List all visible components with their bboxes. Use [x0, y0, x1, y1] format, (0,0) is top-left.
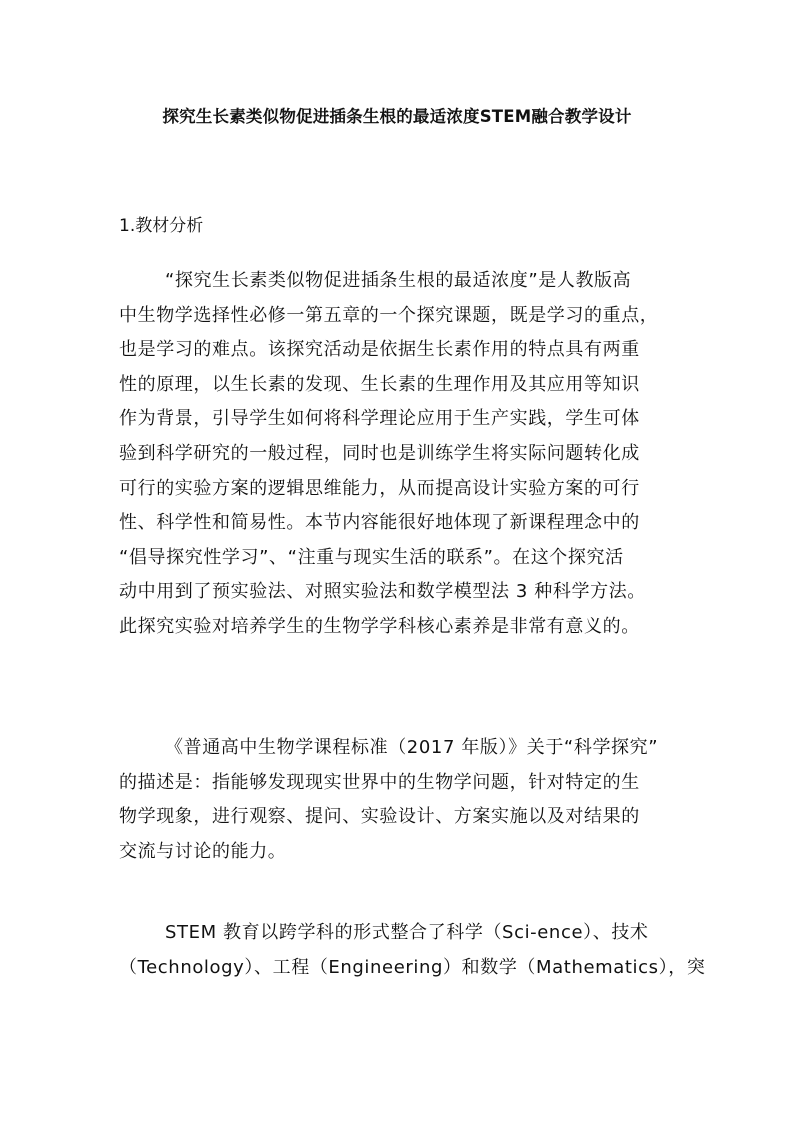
paragraph-line: 的描述是：指能够发现现实世界中的生物学问题，针对特定的生 — [119, 771, 640, 793]
paragraph-curriculum-standard — [119, 731, 679, 869]
paragraph-line: 性、科学性和简易性。本节内容能很好地体现了新课程理念中的 — [119, 512, 640, 534]
paragraph-line: 物学现象，进行观察、提问、实验设计、方案实施以及对结果的 — [119, 806, 640, 828]
paragraph-line: 可行的实验方案的逻辑思维能力，从而提高设计实验方案的可行 — [119, 477, 640, 499]
paragraph-line: 中生物学选择性必修一第五章的一个探究课题，既是学习的重点， — [119, 304, 659, 326]
paragraph-line: 验到科学研究的一般过程，同时也是训练学生将实际问题转化成 — [119, 442, 640, 464]
document-title: 探究生长素类似物促进插条生根的最适浓度STEM融合教学设计 — [162, 107, 632, 126]
paragraph-line: 交流与讨论的能力。 — [119, 840, 287, 862]
paragraph-stem-education — [119, 916, 706, 985]
paragraph-line: STEM 教育以跨学科的形式整合了科学（Sci-ence）、技术 — [165, 922, 649, 943]
paragraph-line: 动中用到了预实验法、对照实验法和数学模型法 3 种科学方法。 — [119, 581, 646, 603]
paragraph-line: 也是学习的难点。该探究活动是依据生长素作用的特点具有两重 — [119, 339, 640, 361]
paragraph-line: 作为背景，引导学生如何将科学理论应用于生产实践，学生可体 — [119, 408, 640, 430]
paragraph-line: （Technology）、工程（Engineering）和数学（Mathematics），突 — [119, 956, 706, 978]
paragraph-line: “探究生长素类似物促进插条生根的最适浓度”是人教版高 — [165, 270, 632, 291]
paragraph-line: 此探究实验对培养学生的生物学学科核心素养是非常有意义的。 — [119, 615, 640, 637]
paragraph-textbook-analysis — [119, 264, 679, 645]
paragraph-line: “倡导探究性学习”、“注重与现实生活的联系”。在这个探究活 — [119, 546, 624, 568]
paragraph-line: 《普通高中生物学课程标准（2017 年版）》关于“科学探究” — [165, 737, 659, 758]
section-heading: 1.教材分析 — [119, 216, 204, 236]
paragraph-line: 性的原理，以生长素的发现、生长素的生理作用及其应用等知识 — [119, 373, 640, 395]
